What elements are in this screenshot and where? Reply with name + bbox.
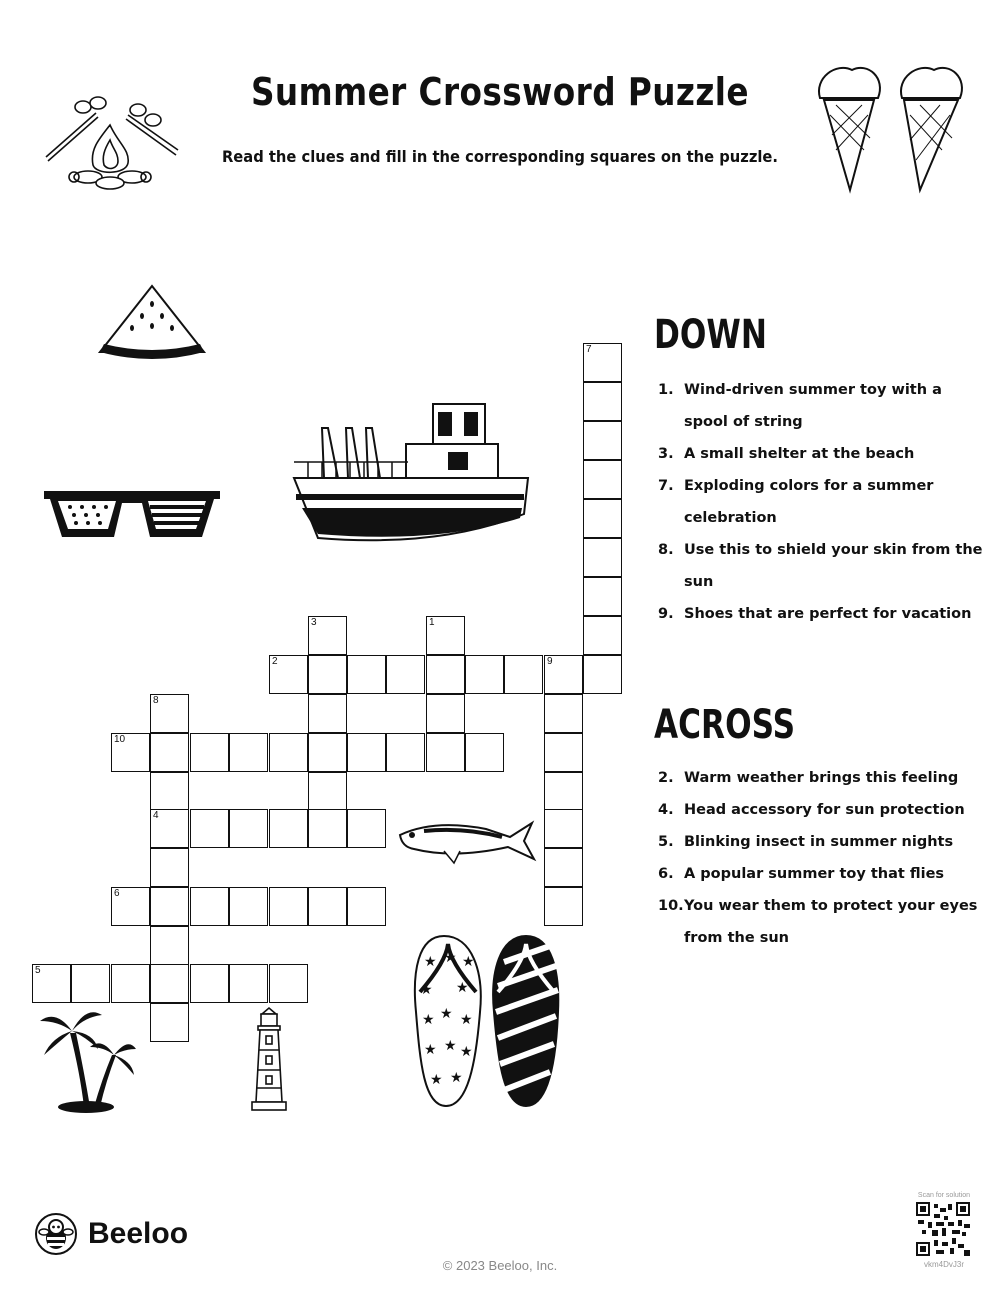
clue-number-9: 9 (547, 656, 553, 667)
crossword-cell[interactable] (544, 655, 583, 694)
crossword-cell[interactable] (269, 809, 308, 848)
copyright: © 2023 Beeloo, Inc. (442, 1258, 558, 1273)
crossword-cell[interactable] (544, 887, 583, 926)
page-title: Summer Crossword Puzzle (250, 70, 750, 114)
crossword-cell[interactable] (150, 733, 189, 772)
svg-text:★: ★ (460, 1012, 473, 1028)
clue-number-3: 3 (311, 617, 317, 628)
clue-number-5: 5 (35, 965, 41, 976)
crossword-cell[interactable] (544, 694, 583, 733)
crossword-cell[interactable] (229, 733, 268, 772)
crossword-cell[interactable] (308, 733, 347, 772)
crossword-cell[interactable] (544, 809, 583, 848)
crossword-cell[interactable] (190, 733, 229, 772)
crossword-cell[interactable] (583, 343, 622, 382)
down-clue: 1. Wind-driven summer toy with a spool of string (658, 382, 942, 430)
down-heading: DOWN (654, 312, 767, 358)
crossword-cell[interactable] (308, 809, 347, 848)
crossword-cell[interactable] (111, 887, 150, 926)
crossword-cell[interactable] (426, 655, 465, 694)
svg-text:★: ★ (450, 1070, 463, 1086)
crossword-cell[interactable] (544, 772, 583, 811)
svg-text:★: ★ (462, 954, 475, 970)
crossword-cell[interactable] (308, 616, 347, 655)
crossword-cell[interactable] (229, 887, 268, 926)
qr-code-icon[interactable] (916, 1202, 970, 1256)
crossword-cell[interactable] (583, 421, 622, 460)
crossword-cell[interactable] (386, 655, 425, 694)
crossword-cell[interactable] (111, 733, 150, 772)
down-clue: 9. Shoes that are perfect for vacation (658, 606, 972, 622)
svg-text:★: ★ (444, 950, 457, 966)
down-clue: 3. A small shelter at the beach (658, 446, 915, 462)
crossword-cell[interactable] (583, 460, 622, 499)
crossword-cell[interactable] (347, 733, 386, 772)
clue-number-10: 10 (114, 734, 126, 745)
crossword-cell[interactable] (190, 964, 229, 1003)
crossword-cell[interactable] (347, 655, 386, 694)
crossword-cell[interactable] (426, 616, 465, 655)
svg-text:★: ★ (444, 1038, 457, 1054)
across-heading: ACROSS (654, 702, 796, 748)
crossword-cell[interactable] (150, 1003, 189, 1042)
across-clue-list (658, 762, 988, 954)
crossword-cell[interactable] (111, 964, 150, 1003)
crossword-cell[interactable] (583, 538, 622, 577)
crossword-cell[interactable] (308, 772, 347, 811)
crossword-cell[interactable] (426, 733, 465, 772)
clue-number-4: 4 (153, 810, 159, 821)
crossword-cell[interactable] (190, 887, 229, 926)
down-clue-list (658, 374, 988, 630)
crossword-cell[interactable] (229, 809, 268, 848)
bee-logo-icon (34, 1212, 78, 1256)
down-clue: 7. Exploding colors for a summer celebration (658, 478, 934, 526)
crossword-cell[interactable] (150, 926, 189, 965)
crossword-cell[interactable] (544, 848, 583, 887)
crossword-cell[interactable] (583, 655, 622, 694)
crossword-cell[interactable] (347, 809, 386, 848)
down-clue: 8. Use this to shield your skin from the sun (658, 542, 983, 590)
clue-number-1: 1 (429, 617, 435, 628)
crossword-cell[interactable] (269, 733, 308, 772)
across-clue: 10. You wear them to protect your eyes from the sun (658, 898, 978, 946)
across-clue: 5. Blinking insect in summer nights (658, 834, 954, 850)
crossword-cell[interactable] (465, 733, 504, 772)
crossword-cell[interactable] (583, 499, 622, 538)
svg-text:★: ★ (460, 1044, 473, 1060)
clue-number-8: 8 (153, 695, 159, 706)
svg-text:★: ★ (424, 1042, 437, 1058)
across-clue: 4. Head accessory for sun protection (658, 802, 965, 818)
crossword-cell[interactable] (347, 887, 386, 926)
crossword-cell[interactable] (583, 616, 622, 655)
clue-number-6: 6 (114, 888, 120, 899)
crossword-cell[interactable] (150, 694, 189, 733)
qr-caption: Scan for solution (917, 1192, 971, 1199)
clue-number-7: 7 (586, 344, 592, 355)
qr-code-id: vkm4DvJ3r (923, 1260, 964, 1269)
instructions: Read the clues and fill in the corresponding squares on the puzzle. (221, 147, 779, 166)
crossword-cell[interactable] (269, 964, 308, 1003)
crossword-cell[interactable] (150, 772, 189, 811)
crossword-cell[interactable] (426, 694, 465, 733)
crossword-cell[interactable] (308, 694, 347, 733)
crossword-cell[interactable] (150, 964, 189, 1003)
crossword-cell[interactable] (150, 887, 189, 926)
clue-number-2: 2 (272, 656, 278, 667)
crossword-cell[interactable] (150, 809, 189, 848)
crossword-cell[interactable] (190, 809, 229, 848)
svg-text:★: ★ (430, 1072, 443, 1088)
crossword-cell[interactable] (308, 887, 347, 926)
crossword-cell[interactable] (465, 655, 504, 694)
across-clue: 6. A popular summer toy that flies (658, 866, 945, 882)
crossword-cell[interactable] (583, 577, 622, 616)
crossword-cell[interactable] (71, 964, 110, 1003)
crossword-cell[interactable] (583, 382, 622, 421)
crossword-cell[interactable] (544, 733, 583, 772)
brand-name: Beeloo (88, 1217, 189, 1250)
svg-text:★: ★ (420, 982, 433, 998)
svg-text:★: ★ (424, 954, 437, 970)
svg-text:★: ★ (422, 1012, 435, 1028)
crossword-cell[interactable] (504, 655, 543, 694)
crossword-cell[interactable] (32, 964, 71, 1003)
brand-logo[interactable] (34, 1212, 188, 1256)
svg-text:★: ★ (440, 1006, 453, 1022)
across-clue: 2. Warm weather brings this feeling (658, 770, 959, 786)
svg-text:★: ★ (456, 980, 469, 996)
crossword-cell[interactable] (269, 655, 308, 694)
crossword-cell[interactable] (386, 733, 425, 772)
crossword-cell[interactable] (308, 655, 347, 694)
crossword-cell[interactable] (150, 848, 189, 887)
crossword-cell[interactable] (229, 964, 268, 1003)
crossword-cell[interactable] (269, 887, 308, 926)
